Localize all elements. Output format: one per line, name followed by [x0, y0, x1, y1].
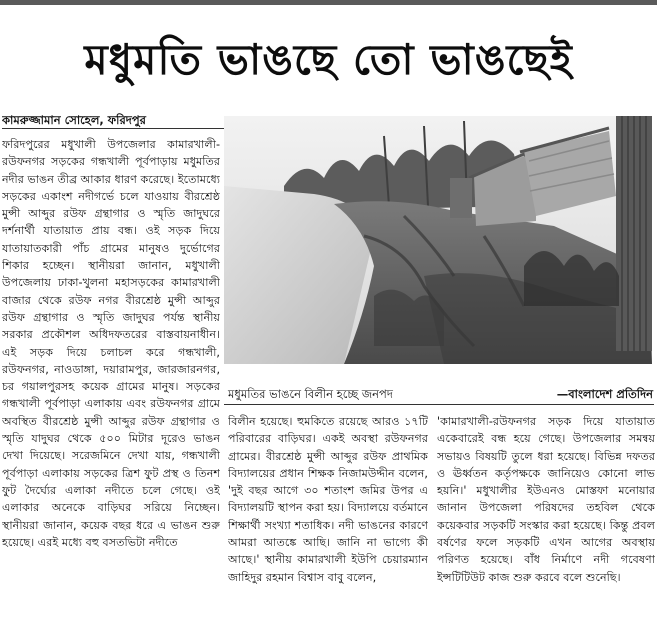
photo-credit: —বাংলাদেশ প্রতিদিন — [556, 387, 653, 401]
riverbank-erosion-photo — [224, 116, 652, 364]
article-column-left — [2, 136, 220, 633]
article-text-right: 'কামারখালী-রউফনগর সড়ক দিয়ে যাতায়াত একেবারেই বন্ধ হয়ে গেছে। উপজেলার সমন্বয় সভায়ও বিষয়টি তুলে ধরা হয়েছে। বিভিন্ন দফতর ও ঊর্ধ্বতন কর্তৃপক্ষকে জানিয়েও কোনো লাভ হয়নি।' মধুখালীর ইউএনও মোস্তফা মনোয়ার জানান উপজেলা পরিষদের তহবিল থেকে কয়েকবার সড়কটি সংস্কার করা হয়েছে। কিন্তু প্রবল বর্ষণের ফলে সড়কটি এখন আগের অবস্থায় পরিণত হয়েছে। বাঁধ নির্মাণে নদী গবেষণা ইন্সটিটিউট কাজ শুরু করবে বলে শুনেছি। — [437, 415, 655, 584]
article-text-middle: বিলীন হয়েছে। হুমকিতে রয়েছে আরও ১৭টি পরিবারের বাড়িঘর। একই অবস্থা রউফনগর গ্রামের। বীরশ্রেষ্ঠ মুন্সী আব্দুর রউফ প্রাথমিক বিদ্যালয়ের প্রধান শিক্ষক নিজামউদ্দীন বলেন, 'দুই বছর আগে ৩০ শতাংশ জমির উপর এ বিদ্যালয়টি স্থাপন করা হয়। বিদ্যালয়ে বর্তমানে শিক্ষার্থী সংখ্যা শতাধিক। নদী ভাঙনের কারণে আমরা আতঙ্কে আছি। জানি না ভাগ্যে কী আছে।' স্থানীয় কামারখালী ইউপি চেয়ারম্যান জাহিদুর রহমান বিশ্বাস বাবু বলেন, — [228, 415, 428, 584]
article-text-left: ফরিদপুরের মধুখালী উপজেলার কামারখালী-রউফনগর সড়কের গন্ধখালী পূর্বপাড়ায় মধুমতির নদীর ভাঙন তীব্র আকার ধারণ করেছে। ইতোমধ্যে সড়কের একাংশ নদীগর্ভে চলে যাওয়ায় বীরশ্রেষ্ঠ মুন্সী আব্দুর রউফ গ্রন্থাগার ও স্মৃতি জাদুঘরে দর্শনার্থী যাতায়াত প্রায় বন্ধ। ওই সড়ক দিয়ে যাতায়াতকারী পাঁচ গ্রামের মানুষও দুর্ভোগের শিকার হচ্ছেন। স্থানীয়রা জানান, মধুখালী উপজেলায় ঢাকা-খুলনা মহাসড়কের কামারখালী বাজার থেকে রউফ নগর বীরশ্রেষ্ঠ মুন্সী আব্দুর রউফ গ্রন্থাগার ও স্মৃতি জাদুঘর পর্যন্ত স্থানীয় সরকার প্রকৌশল অধিদফতরের বাস্তবায়নাধীন। এই সড়ক দিয়ে চলাচল করে গন্ধখালী, রউফনগর, নাওডাঙ্গা, দয়ারামপুর, জারজারনগর, চর গয়ালপুরসহ কয়েক গ্রামের মানুষ। সড়কের গন্ধখালী পূর্বপাড়া এলাকায় এবং রউফনগর গ্রামে অবস্থিত বীরশ্রেষ্ঠ মুন্সী আব্দুর রউফ গ্রন্থাগার ও স্মৃতি যাদুঘর থেকে ৫০০ মিটার দূরেও ভাঙন দেখা দিয়েছে। সরেজমিনে দেখা যায়, গন্ধখালী পূর্বপাড়া এলাকায় সড়কের ত্রিশ ফুট প্রস্থ ও তিনশ ফুট দৈর্ঘ্যের এলাকা নদীতে চলে গেছে। ওই এলাকার অনেকে বাড়িঘর সরিয়ে নিচ্ছেন। স্থানীয়রা জানান, কয়েক বছর ধরে এ ভাঙন শুরু হয়েছে। এরই মধ্যে বহু বসতভিটা নদীতে — [2, 138, 220, 549]
caption-divider — [224, 404, 654, 405]
headline: মধুমতি ভাঙছে তো ভাঙছেই — [84, 35, 573, 84]
article-column-middle — [228, 413, 428, 633]
top-border-bar — [0, 0, 657, 5]
byline: কামরুজ্জামান সোহেল, ফরিদপুর — [2, 112, 224, 129]
news-photo — [224, 116, 652, 364]
article-column-right — [437, 413, 655, 633]
photo-caption: মধুমতির ভাঙনে বিলীন হচ্ছে জনপদ — [228, 387, 393, 401]
